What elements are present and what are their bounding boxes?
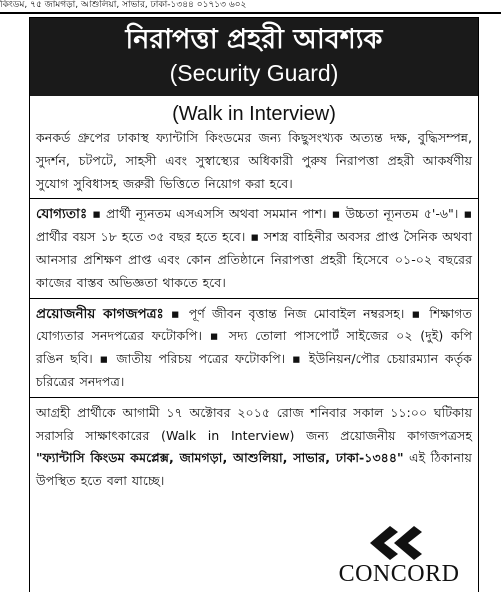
ad-header xyxy=(30,18,478,96)
logo-text: CONCORD xyxy=(338,561,460,587)
top-strip xyxy=(0,0,501,14)
section-divider xyxy=(30,397,478,398)
section-divider xyxy=(30,198,478,199)
concord-logo xyxy=(324,524,474,590)
top-strip-text: কিংডম, ৭৫ জামগড়া, আশুলিয়া, সাভার, ঢাকা-১৩৪৪ ০১৭১৩ ৬০২ xyxy=(0,0,247,10)
job-advertisement xyxy=(29,17,479,592)
closing-line1: আগ্রহী প্রার্থীকে আগামী ১৭ অক্টোবর ২০১৫ রোজ শনিবার সকাল ১১:০০ ঘটিকায় সরাসরি সাক্ষাৎকারের (Walk in Interview) জন্য প্রয়োজনীয় কাগজপত্রসহ xyxy=(36,404,472,443)
venue-address: "ফ্যান্টাসি কিংডম কমপ্লেক্স, জামগড়া, আশুলিয়া, সাভার, ঢাকা-১৩৪৪" xyxy=(36,450,404,466)
concord-cc-icon xyxy=(368,524,430,562)
closing-line2: এই ঠিকানায় উপস্থিত হতে বলা যাচ্ছে। xyxy=(36,450,472,489)
title-english: (Security Guard) xyxy=(169,60,339,86)
qualifications-heading: যোগ্যতাঃ xyxy=(36,206,88,223)
qualifications-text: ▪ প্রার্থী ন্যূনতম এসএসসি অথবা সমমান পাশ। ▪ উচ্চতা ন্যূনতম ৫'-৬"। ▪ প্রার্থীর বয়স ১৮ হতে ৩৫ বছর হতে হবে। ▪ সশস্ত্র বাহিনীর অবসর প্রাপ্ত সৈনিক অথবা আনসার প্রশিক্ষণ প্রাপ্ত এবং কোন প্রতিষ্ঠানে নিরাপত্তা প্রহরী হিসেবে ০১-০২ বছরের কাজের বাস্তব অভিজ্ঞতা থাকতে হবে। xyxy=(36,206,472,290)
closing-section xyxy=(30,402,478,493)
title-bengali: নিরাপত্তা প্রহরী আবশ্যক xyxy=(125,24,383,55)
section-divider xyxy=(30,298,478,299)
qualifications-section xyxy=(30,203,478,294)
documents-section xyxy=(30,303,478,394)
documents-text: ▪ পূর্ণ জীবন বৃত্তান্ত নিজ মোবাইল নম্বরসহ। ▪ শিক্ষাগত যোগ্যতার সনদপত্রের ফটোকপি। ▪ সদ্য তোলা পাসপোর্ট সাইজের ০২ (দুই) কপি রঙিন ছবি। ▪ জাতীয় পরিচয় পত্রের ফটোকপি। ▪ ইউনিয়ন/পৌর চেয়ারম্যান কর্তৃক চরিত্রের সনদপত্র। xyxy=(36,305,472,389)
walkin-title: (Walk in Interview) xyxy=(172,103,336,125)
documents-heading: প্রয়োজনীয় কাগজপত্রঃ xyxy=(36,305,164,322)
intro-paragraph: কনকর্ড গ্রুপের ঢাকাস্থ ফ্যান্টাসি কিংডমের জন্য কিছুসংখ্যক অত্যন্ত দক্ষ, বুদ্ধিসম্পন্ন, সুদর্শন, চটপটে, সাহসী এবং সুস্বাস্থ্যের অধিকারী পুরুষ নিরাপত্তা প্রহরী আকর্ষণীয় সুযোগ সুবিধাসহ জরুরী ভিত্তিতে নিয়োগ করা হবে। xyxy=(36,130,472,191)
